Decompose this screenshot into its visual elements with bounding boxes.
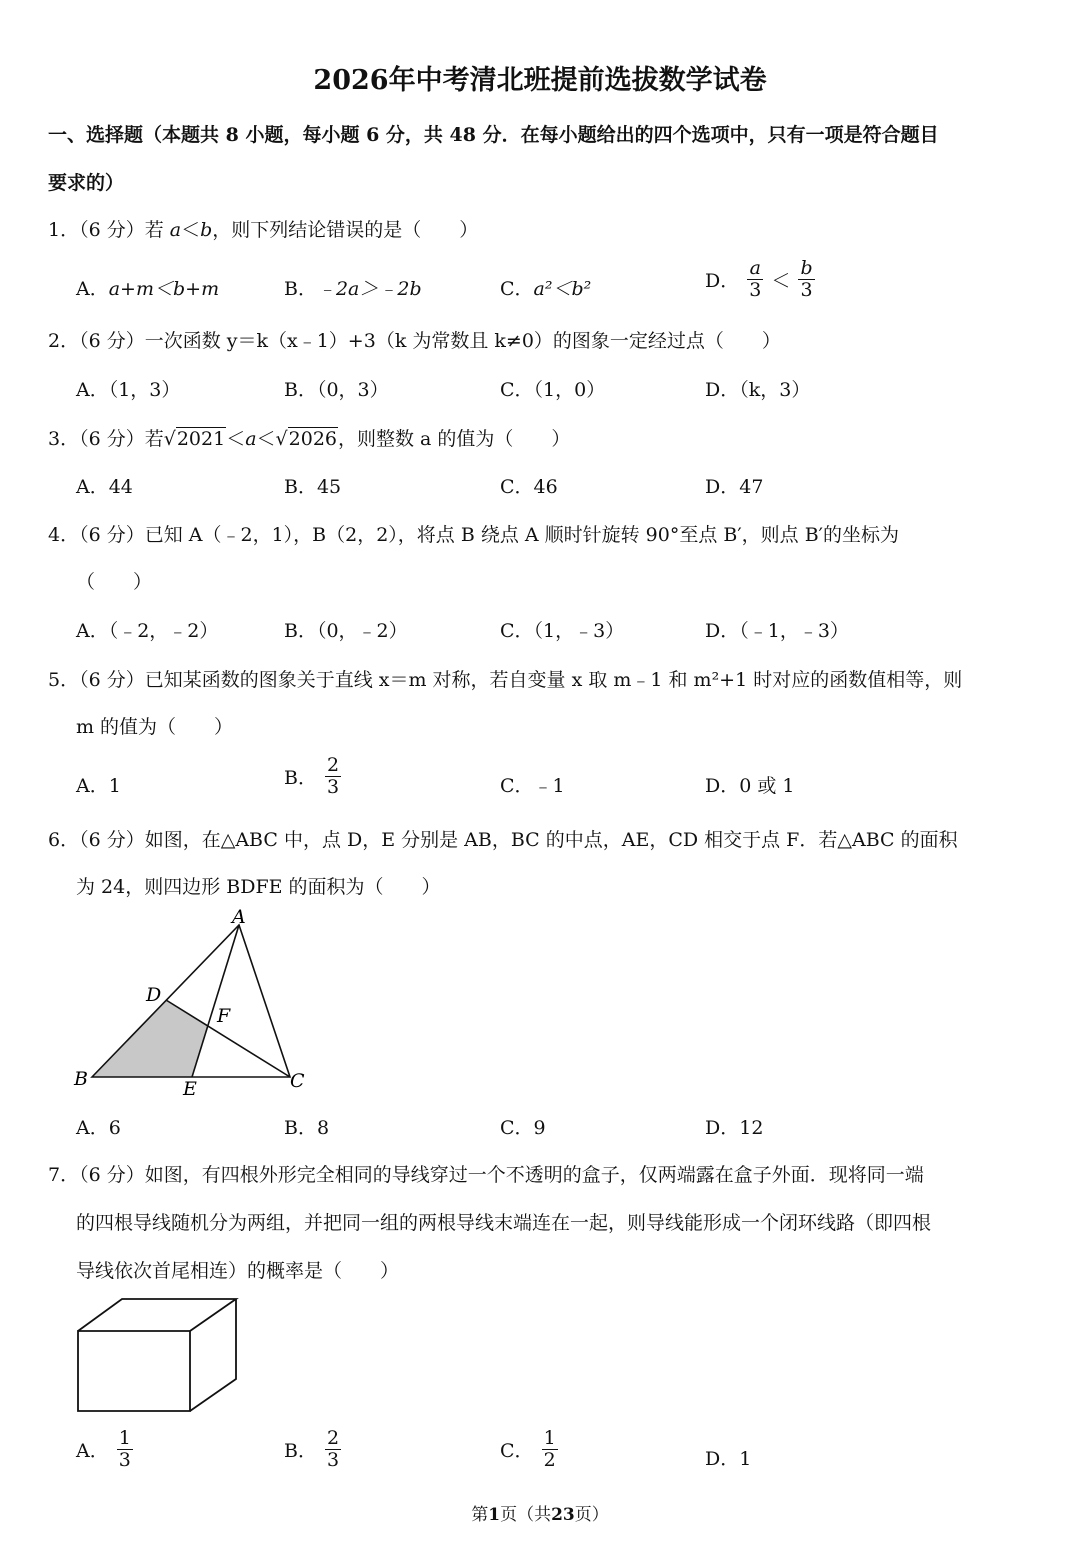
q6-option-c[interactable]: C．9 [500,1117,546,1139]
box-top-face [78,1299,236,1331]
shaded-quadrilateral-bdfe [92,1000,208,1077]
q4-option-d[interactable]: D．（﹣1，﹣3） [705,620,849,642]
question-6-stem-cont: 为 24，则四边形 BDFE 的面积为（ ） [76,876,441,898]
q4-option-b[interactable]: B．（0，﹣2） [284,620,408,642]
label-c: C [290,1070,305,1092]
question-4-stem: 4．（6 分）已知 A（﹣2，1），B（2，2），将点 B 绕点 A 顺时针旋转 90°至点 B′，则点 B′的坐标为 [48,524,899,546]
triangle-figure [70,905,330,1100]
q2-option-b[interactable]: B．（0，3） [284,379,389,401]
q3-option-a[interactable]: A．44 [76,476,133,498]
total-page-count: 23 [551,1505,575,1525]
question-4-stem-cont: （ ） [76,571,153,593]
q1-option-a[interactable]: A．a+m＜b+m [76,278,220,300]
box-front-face [78,1331,190,1411]
question-2-stem: 2．（6 分）一次函数 y＝k（x﹣1）+3（k 为常数且 k≠0）的图象一定经过点（ ） [48,330,781,352]
question-6-stem: 6．（6 分）如图，在△ABC 中，点 D，E 分别是 AB，BC 的中点，AE，CD 相交于点 F．若△ABC 的面积 [48,829,958,851]
label-b: B [74,1068,88,1090]
question-5-stem: 5．（6 分）已知某函数的图象关于直线 x＝m 对称，若自变量 x 取 m﹣1 和 m²+1 时对应的函数值相等，则 [48,669,963,691]
segment-ae [192,925,239,1077]
question-7-stem-cont2: 导线依次首尾相连）的概率是（ ） [76,1260,400,1282]
question-1-stem: 1．（6 分）若 a＜b，则下列结论错误的是（ ） [48,219,479,241]
q2-option-d[interactable]: D．（k，3） [705,379,811,401]
question-7-stem: 7．（6 分）如图，有四根外形完全相同的导线穿过一个不透明的盒子，仅两端露在盒子外面．现将同一端 [48,1164,924,1186]
question-5-stem-cont: m 的值为（ ） [76,716,234,738]
q1-option-c[interactable]: C．a²＜b² [500,278,592,300]
q6-option-a[interactable]: A．6 [76,1117,121,1139]
q3-option-c[interactable]: C．46 [500,476,558,498]
q6-option-b[interactable]: B．8 [284,1117,330,1139]
q2-option-a[interactable]: A．（1，3） [76,379,181,401]
q7-option-c[interactable]: C． $\frac{1}{2}$ [500,1427,556,1471]
section-heading: 一、选择题（本题共 8 小题，每小题 6 分，共 48 分．在每小题给出的四个选项中，只有一项是符合题目 [48,124,939,146]
q7-option-b[interactable]: B． $\frac{2}{3}$ [284,1427,340,1471]
q2-option-c[interactable]: C．（1，0） [500,379,606,401]
q4-option-a[interactable]: A．（﹣2，﹣2） [76,620,219,642]
label-a: A [232,906,246,928]
q7-option-d[interactable]: D．1 [705,1448,752,1470]
q7-option-a[interactable]: A． $\frac{1}{3}$ [76,1427,131,1471]
q5-option-c[interactable]: C．﹣1 [500,775,565,797]
question-7-stem-cont1: 的四根导线随机分为两组，并把同一组的两根导线末端连在一起，则导线能形成一个闭环线路（即四根 [76,1212,932,1234]
question-3-stem: 3．（6 分）若√2021＜a＜√2026，则整数 a 的值为（ ） [48,428,571,450]
page-title: 2026年中考清北班提前选拔数学试卷 [313,65,767,96]
q1-option-b[interactable]: B．﹣2a＞﹣2b [284,278,422,300]
q6-option-d[interactable]: D．12 [705,1117,764,1139]
q5-option-a[interactable]: A．1 [76,775,121,797]
q4-option-c[interactable]: C．（1，﹣3） [500,620,625,642]
label-e: E [183,1078,197,1100]
box-figure [72,1295,244,1417]
page-footer: 第1页（共23页） [471,1505,609,1525]
q5-option-b[interactable]: B． $\frac{2}{3}$ [284,754,340,798]
q3-option-d[interactable]: D．47 [705,476,764,498]
q5-option-d[interactable]: D．0 或 1 [705,775,795,797]
q3-option-b[interactable]: B．45 [284,476,342,498]
label-f: F [217,1005,231,1027]
current-page-number: 1 [488,1505,501,1525]
q1-option-d[interactable]: D． $\frac{a}{3}$ ＜ $\frac{b}{3}$ [705,257,813,301]
section-heading-cont: 要求的） [48,172,125,194]
label-d: D [146,984,162,1006]
